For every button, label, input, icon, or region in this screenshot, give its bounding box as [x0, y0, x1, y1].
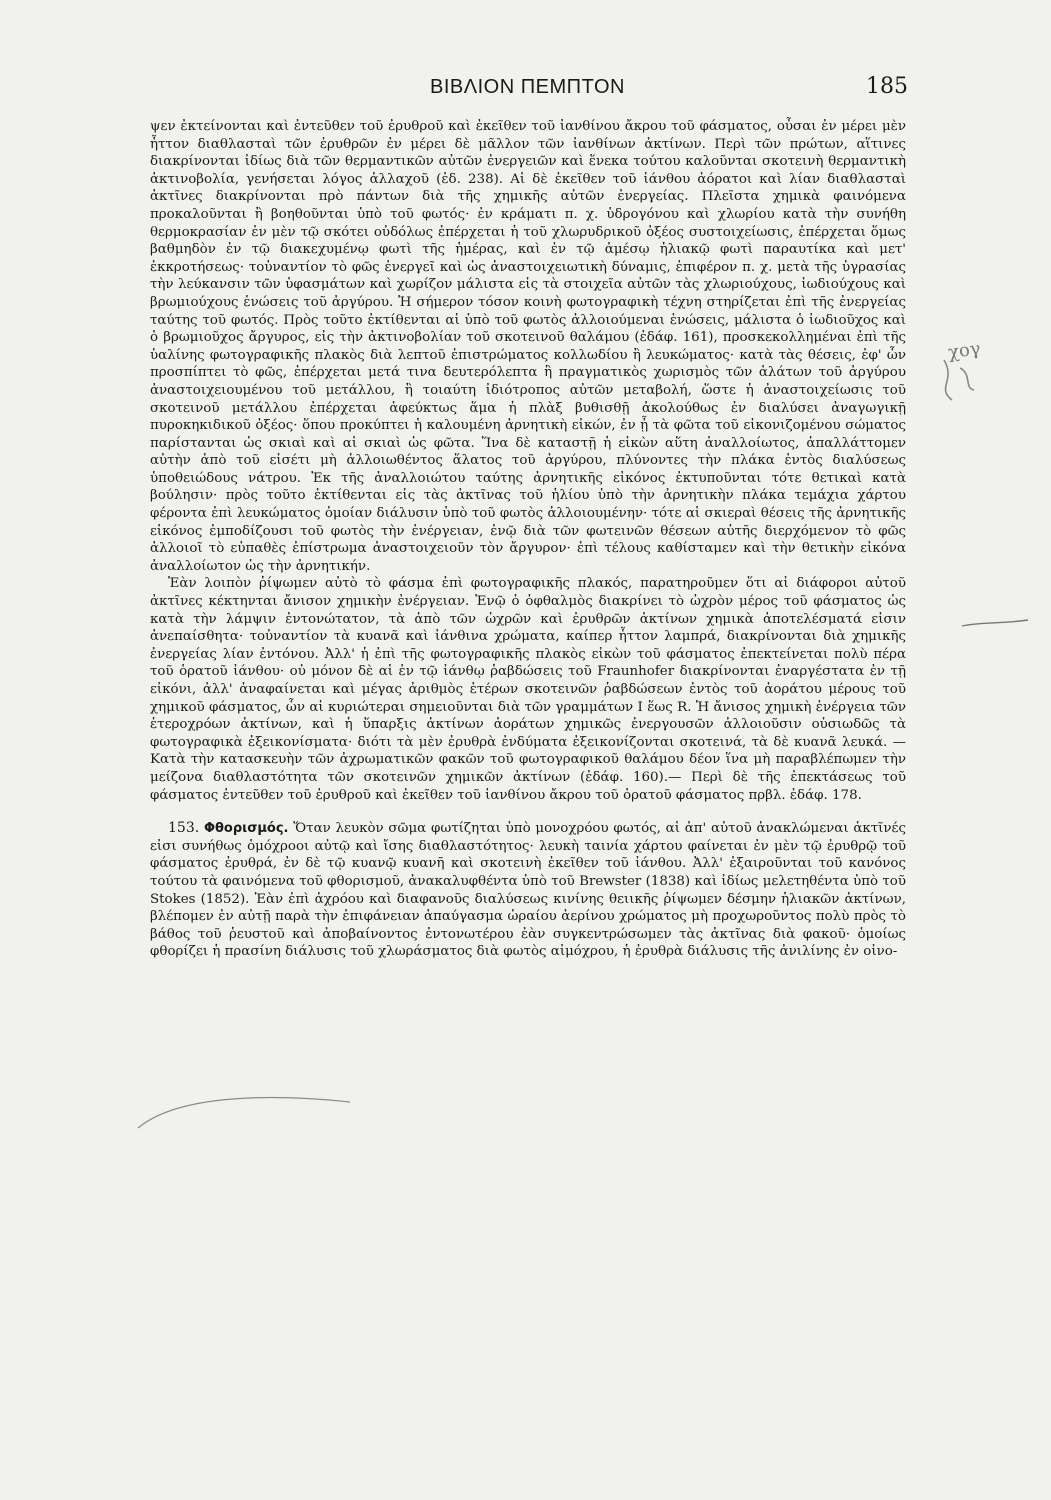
section-title: Φθορισμός.	[203, 821, 289, 837]
body-text	[150, 118, 906, 961]
handwritten-margin-note	[926, 330, 1006, 410]
section-number: 153.	[168, 820, 200, 837]
pencil-underline-mark	[134, 1092, 354, 1132]
section-body: Ὅταν λευκὸν σῶμα φωτίζηται ὑπὸ μονοχρόου φωτός, αἱ ἀπ' αὐτοῦ ἀνακλώμεναι ἀκτῖνές εἰσι συνήθως ὁμόχροοι αὐτῷ καὶ ἴσης διαθλαστότητος· λευκὴ ταινία χάρτου φαίνεται ἐν μὲν τῷ ἐρυθρῷ τοῦ φάσματος ἐρυθρά, ἐν δὲ τῷ κυανῷ κυανῆ καὶ σκοτεινὴ ἐκεῖθεν τοῦ ἰάνθου. Ἀλλ' ἐξαιροῦνται τοῦ κανόνος τούτου τὰ φαινόμενα τοῦ φθορισμοῦ, ἀνακαλυφθέντα ὑπὸ τοῦ Brewster (1838) καὶ ἰδίως μελετηθέντα ὑπὸ τοῦ Stokes (1852). Ἐὰν ἐπὶ ἀχρόου καὶ διαφανοῦς διαλύσεως κινίνης θειικῆς ῥίψωμεν δέσμην ἡλιακῶν ἀκτίνων, βλέπομεν ἐν αὐτῇ παρὰ τὴν ἐπιφάνειαν ἀπαύγασμα ὡραίου ἀερίνου χρώματος μὴ προχωροῦντος πολὺ πρὸς τὸ βάθος τοῦ ῥευστοῦ καὶ ἀποβαίνοντος ἐντονωτέρου ἐὰν συγκεντρώσωμεν τὰς ἀκτῖνας διὰ φακοῦ· ὁμοίως φθορίζει ἡ πρασίνη διάλυσις τοῦ χλωράσματος διὰ φωτὸς αἱμόχρου, ἡ ἐρυθρὰ διάλυσις τῆς ἀνιλίνης ἐν οἰνο-	[150, 821, 906, 960]
paragraph-continuation: ψεν ἐκτείνονται καὶ ἐντεῦθεν τοῦ ἐρυθροῦ καὶ ἐκεῖθεν τοῦ ἰανθίνου ἄκρου τοῦ φάσματος, οὖσαι ἐν μέρει μὲν ἧττον διαθλασταὶ τῶν ἐρυθρῶν ἐν μέρει δὲ μᾶλλον τῶν ἰανθίνων ἀκτίνων. Περὶ τῶν πρώτων, αἵτινες διακρίνονται ἰδίως διὰ τῶν θερμαντικῶν αὐτῶν ἐνεργειῶν καὶ ἕνεκα τούτου καλοῦνται σκοτεινὴ θερμαντικὴ ἀκτινοβολία, γενήσεται λόγος ἀλλαχοῦ (ἐδ. 238). Αἱ δὲ ἐκεῖθεν τοῦ ἰάνθου ἀόρατοι καὶ λίαν διαθλασταὶ ἀκτῖνες διακρίνονται πρὸ πάντων διὰ τῆς χημικῆς αὐτῶν ἐνεργείας. Πλεῖστα χημικὰ φαινόμενα προκαλοῦνται ἢ βοηθοῦνται ὑπὸ τοῦ φωτός· ἐν κράματι π. χ. ὑδρογόνου καὶ χλωρίου κατὰ τὴν συνήθη θερμοκρασίαν ἐν μὲν τῷ σκότει οὐδόλως ἐπέρχεται ἡ τοῦ χλωρυδρικοῦ ὀξέος συστοιχείωσις, ἐπέρχεται ὅμως βαθμηδὸν ἐν τῷ διακεχυμένῳ φωτὶ τῆς ἡμέρας, καὶ ἐν τῷ ἀμέσῳ ἡλιακῷ φωτὶ παραυτίκα καὶ μετ' ἐκκροτήσεως· τοὐναντίον τὸ φῶς ἐνεργεῖ καὶ ὡς ἀναστοιχειωτικὴ δύναμις, ἐπιφέρον π. χ. μετὰ τῆς ὑγρασίας τὴν λεύκανσιν τῶν ὑφασμάτων καὶ χωρίζον μάλιστα εἰς τὰ στοιχεῖα αὐτῶν τὰς χλωριούχους, ἰωδιούχους καὶ βρωμιούχους ἑνώσεις τοῦ ἀργύρου. Ἡ σήμερον τόσον κοινὴ φωτογραφικὴ τέχνη στηρίζεται ἐπὶ τῆς ἐνεργείας ταύτης τοῦ φωτός. Πρὸς τοῦτο ἐκτίθενται αἱ ὑπὸ τοῦ φωτὸς ἀλλοιούμεναι ἑνώσεις, μάλιστα ὁ ἰωδιοῦχος καὶ ὁ βρωμιοῦχος ἄργυρος, εἰς τὴν ἀκτινοβολίαν τοῦ σκοτεινοῦ θαλάμου (ἐδάφ. 161), προσκεκολλημέναι ἐπὶ τῆς ὑαλίνης φωτογραφικῆς πλακὸς διὰ λεπτοῦ ἐπιστρώματος κολλωδίου ἢ λευκώματος· κατὰ τὰς θέσεις, ἐφ' ὧν προσπίπτει τὸ φῶς, ἐπέρχεται μετά τινα δευτερόλεπτα ἢ πραγματικὸς χωρισμὸς τῶν ἁλάτων τοῦ ἀργύρου ἀναστοιχειουμένου τοῦ μετάλλου, ἢ τοιαύτη ἰδιότροπος αὐτῶν μεταβολή, ὥστε ἡ ἀναστοιχείωσις τοῦ σκοτεινοῦ μετάλλου ἐπέρχεται ἀφεύκτως ἅμα ἡ πλὰξ βυθισθῇ ἀκολούθως ἐν διαλύσει ἀναγωγικῇ πυροκηκιδικοῦ ὀξέος· ὅπου προκύπτει ἡ καλουμένη ἀρνητικὴ εἰκών, ἐν ᾗ τὰ φῶτα τοῦ εἰκονιζομένου σώματος παρίστανται ὡς σκιαὶ καὶ αἱ σκιαὶ ὡς φῶτα. Ἵνα δὲ καταστῇ ἡ εἰκὼν αὕτη ἀναλλοίωτος, ἀπαλλάττομεν αὐτὴν ἀπὸ τοῦ εἰσέτι μὴ ἀλλοιωθέντος ἅλατος τοῦ ἀργύρου, πλύνοντες τὴν πλάκα ἐντὸς διαλύσεως ὑποθειώδους νάτρου. Ἐκ τῆς ἀναλλοιώτου ταύτης ἀρνητικῆς εἰκόνος ἐκτυποῦνται τότε θετικαὶ κατὰ βούλησιν· πρὸς τοῦτο ἐκτίθενται εἰς τὰς ἀκτῖνας τοῦ ἡλίου ὑπὸ τὴν ἀρνητικὴν πλάκα τεμάχια χάρτου φέροντα ἐπὶ λευκώματος ὁμοίαν διάλυσιν ὑπὸ τοῦ φωτὸς ἀλλοιουμένην· τότε αἱ σκιεραὶ θέσεις τῆς ἀρνητικῆς εἰκόνος ἐμποδίζουσι τοῦ φωτὸς τὴν ἐνέργειαν, ἐνῷ διὰ τῶν φωτεινῶν θέσεων αὐτῆς διερχόμενον τὸ φῶς ἀλλοιοῖ τὸ εὐπαθὲς ἐπίστρωμα ἀναστοιχειοῦν τὸν ἄργυρον· ἐπὶ τέλους καθίσταμεν καὶ τὴν θετικὴν εἰκόνα ἀναλλοίωτον ὡς τὴν ἀρνητικήν.	[150, 119, 906, 574]
running-title: ΒΙΒΛΙΟΝ ΠΕΜΠΤΟΝ	[430, 76, 625, 98]
paragraph-spectrum-photography: Ἐὰν λοιπὸν ῥίψωμεν αὐτὸ τὸ φάσμα ἐπὶ φωτογραφικῆς πλακός, παρατηροῦμεν ὅτι αἱ διάφοροι αὐτοῦ ἀκτῖνες κέκτηνται ἄνισον χημικὴν ἐνέργειαν. Ἐνῷ ὁ ὀφθαλμὸς διακρίνει τὸ ὠχρὸν μέρος τοῦ φάσματος ὡς κατὰ τὴν λάμψιν ἐντονώτατον, τὰ ἀπὸ τῶν ὠχρῶν καὶ ἐρυθρῶν ἀκτίνων χημικὰ ἀποτελέσματά εἰσιν ἀνεπαίσθητα· τοὐναντίον τὰ κυανᾶ καὶ ἰάνθινα χρώματα, καίπερ ἧττον λαμπρά, διακρίνονται διὰ χημικῆς ἐνεργείας λίαν ἐντόνου. Ἀλλ' ἡ ἐπὶ τῆς φωτογραφικῆς πλακὸς εἰκὼν τοῦ φάσματος ἐπεκτείνεται πολὺ πέρα τοῦ ὁρατοῦ ἰάνθου· οὐ μόνον δὲ αἱ ἐν τῷ ἰάνθῳ ῥαβδώσεις τοῦ Fraunhofer διακρίνονται ἐναργέστατα ἐν τῇ εἰκόνι, ἀλλ' ἀναφαίνεται καὶ μέγας ἀριθμὸς ἑτέρων σκοτεινῶν ῥαβδώσεων ἐντὸς τοῦ ἀοράτου μέρους τοῦ χημικοῦ φάσματος, ὧν αἱ κυριώτεραι σημειοῦνται διὰ τῶν γραμμάτων I ἕως R. Ἡ ἄνισος χημικὴ ἐνέργεια τῶν ἑτεροχρόων ἀκτίνων, καὶ ἡ ὕπαρξις ἀκτίνων ἀοράτων χημικῶς ἐνεργουσῶν ἀλλοιοῦσιν οὐσιωδῶς τὰ φωτογραφικὰ ἐξεικονίσματα· διότι τὰ μὲν ἐρυθρὰ ἐνδύματα ἐξεικονίζονται σκοτεινά, τὰ δὲ κυανᾶ λευκά. — Κατὰ τὴν κατασκευὴν τῶν ἀχρωματικῶν φακῶν τοῦ φωτογραφικοῦ θαλάμου δέον ἵνα μὴ παραβλέπωμεν τὴν μείζονα διαθλαστότητα τῶν σκοτεινῶν χημικῶν ἀκτίνων (ἐδάφ. 160).— Περὶ δὲ τῆς ἐπεκτάσεως τοῦ φάσματος ἐντεῦθεν τοῦ ἐρυθροῦ καὶ ἐκεῖθεν τοῦ ἰανθίνου ἄκρου τοῦ ὁρατοῦ φάσματος πρβλ. ἐδάφ. 178.	[150, 576, 906, 803]
margin-note-text: χογ	[946, 338, 982, 364]
pencil-margin-mark	[960, 612, 1030, 636]
section-153	[150, 820, 906, 961]
page-number: 185	[866, 74, 908, 99]
running-head	[0, 74, 1051, 104]
